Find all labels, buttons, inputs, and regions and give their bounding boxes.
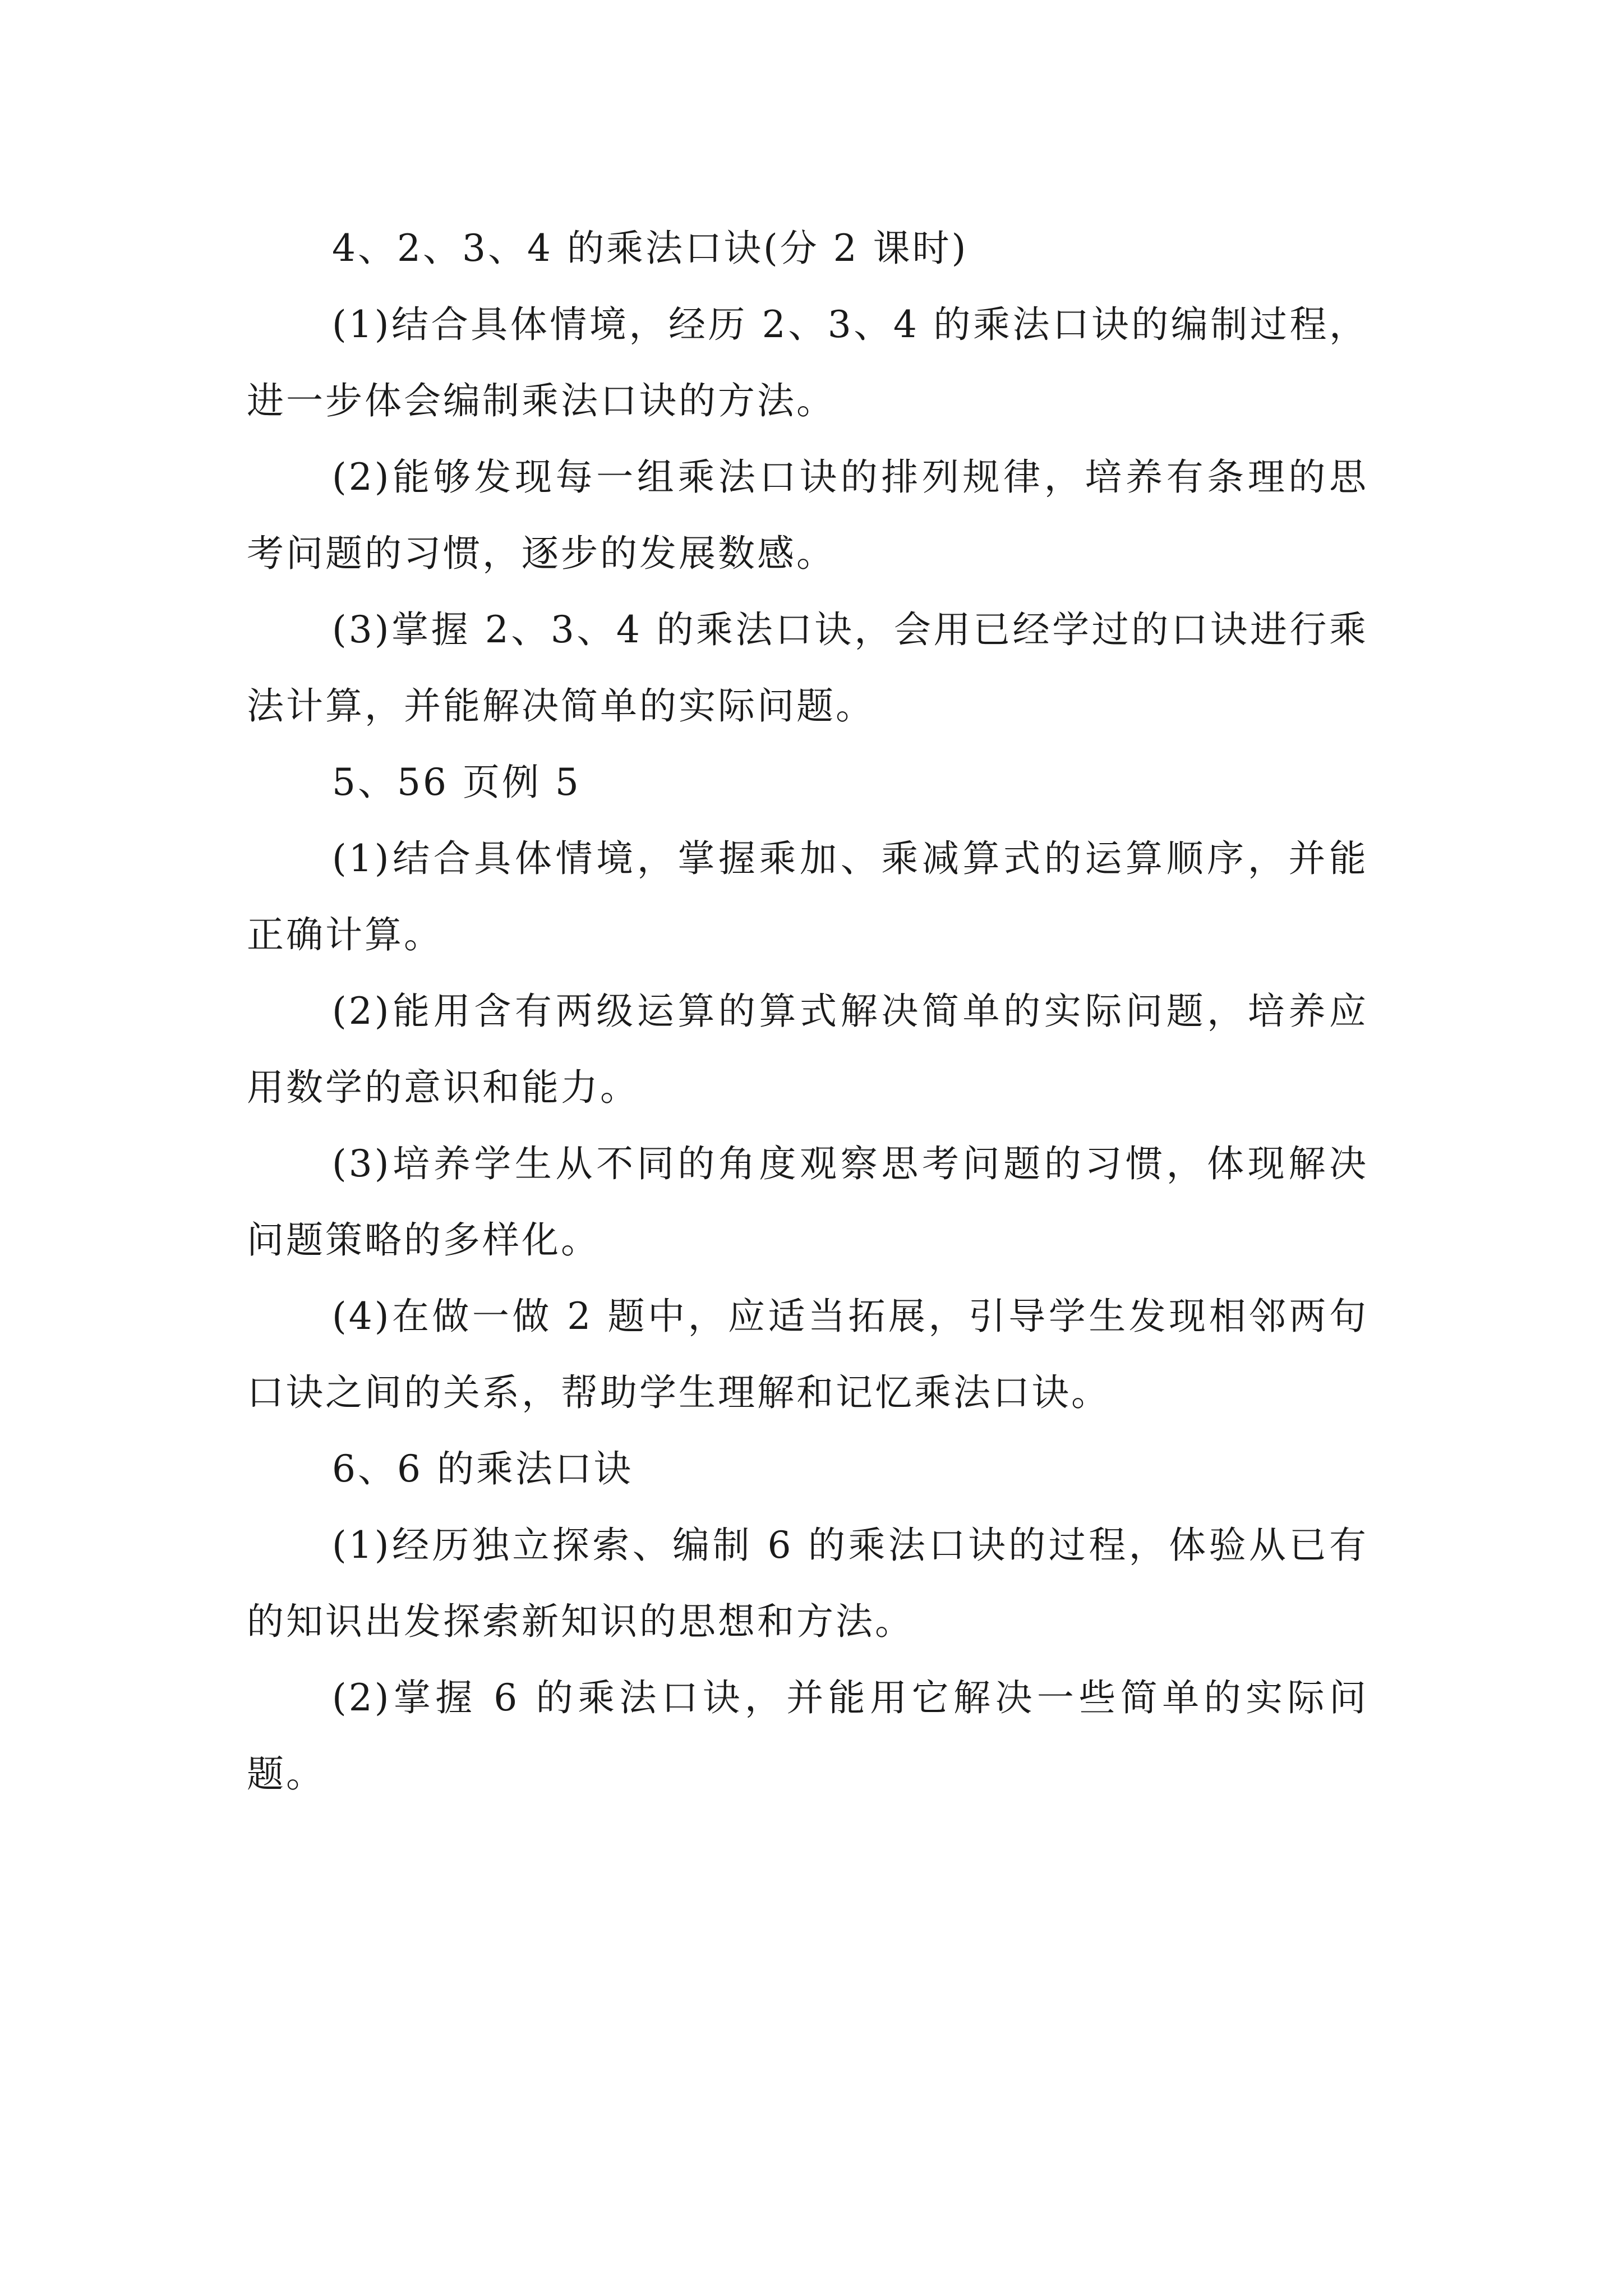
objective-paragraph: (1)结合具体情境，经历 2、3、4 的乘法口诀的编制过程，进一步体会编制乘法口诀的方法。 — [247, 303, 1368, 422]
objective-paragraph: (1)结合具体情境，掌握乘加、乘减算式的运算顺序，并能正确计算。 — [247, 837, 1368, 956]
objective-paragraph: (2)能用含有两级运算的算式解决简单的实际问题，培养应用数学的意识和能力。 — [247, 990, 1368, 1109]
section-heading-4: 4、2、3、4 的乘法口诀(分 2 课时) — [332, 227, 969, 270]
objective-paragraph: (3)掌握 2、3、4 的乘法口诀，会用已经学过的口诀进行乘法计算，并能解决简单的实际问题。 — [247, 608, 1368, 728]
objective-paragraph: (2)能够发现每一组乘法口诀的排列规律，培养有条理的思考问题的习惯，逐步的发展数感。 — [247, 455, 1368, 575]
section-heading-6: 6、6 的乘法口诀 — [332, 1447, 633, 1490]
objective-paragraph: (2)掌握 6 的乘法口诀，并能用它解决一些简单的实际问题。 — [247, 1676, 1368, 1796]
section-heading-5: 5、56 页例 5 — [332, 761, 581, 804]
document-body — [247, 210, 1368, 1812]
objective-paragraph: (3)培养学生从不同的角度观察思考问题的习惯，体现解决问题策略的多样化。 — [247, 1142, 1368, 1262]
objective-paragraph: (4)在做一做 2 题中，应适当拓展，引导学生发现相邻两句口诀之间的关系，帮助学生理解和记忆乘法口诀。 — [247, 1295, 1368, 1414]
objective-paragraph: (1)经历独立探索、编制 6 的乘法口诀的过程，体验从已有的知识出发探索新知识的思想和方法。 — [247, 1524, 1368, 1643]
